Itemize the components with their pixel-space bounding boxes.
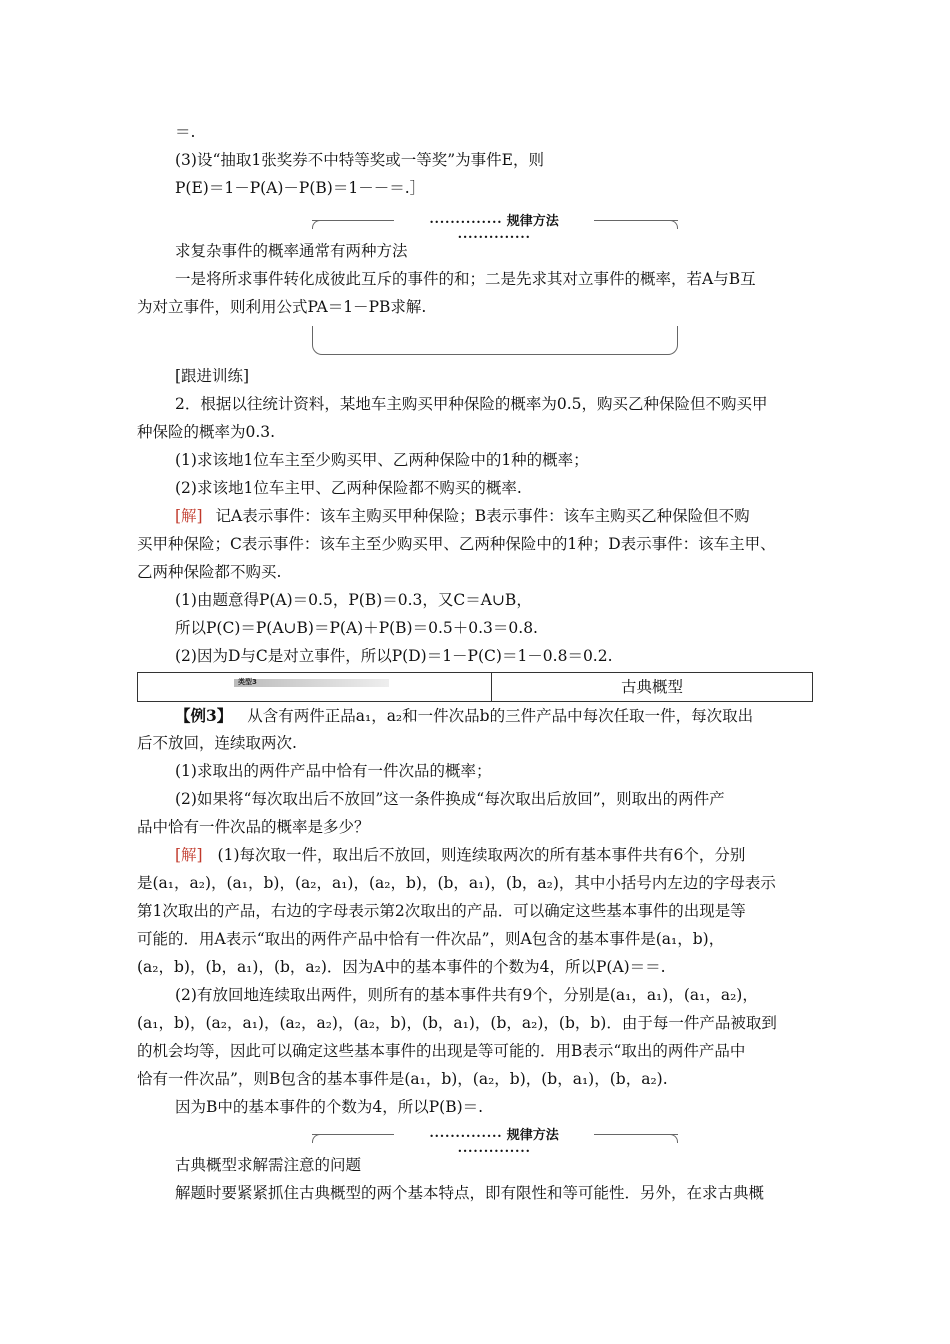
- method-box-label: [394, 1124, 594, 1158]
- method-box-title-label: 规律方法: [506, 214, 559, 229]
- text-span: (1)每次取一件，取出后不放回，则连续取两次的所有基本事件共有6个，分别: [217, 846, 746, 864]
- text-line: (2)因为D与C是对立事件，所以P(D)＝1－P(C)＝1－0.8＝0.2.: [175, 647, 613, 665]
- text-line: (1)求该地1位车主至少购买甲、乙两种保险中的1种的概率；: [175, 451, 589, 469]
- text-line: 所以P(C)＝P(A∪B)＝P(A)＋P(B)＝0.5＋0.3＝0.8.: [175, 619, 538, 637]
- method-title: 求复杂事件的概率通常有两种方法: [175, 242, 408, 260]
- text-line: (a₁，b)，(a₂，a₁)，(a₂，a₂)，(a₂，b)，(b，a₁)，(b，a₂)，(b，b)．由于每一件产品被取到: [137, 1014, 777, 1032]
- type-badge: [234, 679, 389, 687]
- text-line: (3)设“抽取1张奖券不中特等奖或一等奖”为事件E，则: [175, 151, 544, 169]
- text-line: 为对立事件，则利用公式PA＝1－PB求解.: [137, 298, 427, 316]
- method-box-footer: [312, 326, 678, 355]
- text-line: 品中恰有一件次品的概率是多少？: [137, 818, 370, 836]
- text-line: 后不放回，连续取两次.: [137, 734, 297, 752]
- example-tag: 【例3】: [175, 706, 233, 725]
- example-line: [175, 706, 753, 726]
- practice-heading: [跟进训练]: [175, 367, 250, 385]
- text-line: 2．根据以往统计资料，某地车主购买甲种保险的概率为0.5，购买乙种保险但不购买甲: [175, 395, 768, 413]
- dots-right: ••••••••••••••: [457, 233, 531, 242]
- text-line: 乙两种保险都不购买.: [137, 563, 282, 581]
- method-box-header: [312, 212, 678, 242]
- text-line: 的机会均等，因此可以确定这些基本事件的出现是等可能的．用B表示“取出的两件产品中: [137, 1042, 746, 1060]
- text-line: (2)如果将“每次取出后不放回”这一条件换成“每次取出后放回”，则取出的两件产: [175, 790, 725, 808]
- text-line: 因为B中的基本事件的个数为4，所以P(B)＝.: [175, 1098, 484, 1116]
- text-span: 记A表示事件：该车主购买甲种保险；B表示事件：该车主购买乙种保险但不购: [215, 507, 750, 525]
- type-section-header: [137, 672, 813, 702]
- solution-tag: [解]: [175, 507, 203, 525]
- text-line: 第1次取出的产品，右边的字母表示第2次取出的产品．可以确定这些基本事件的出现是等: [137, 902, 746, 920]
- method-box-label: [394, 210, 594, 244]
- type-badge-label: 类型3: [238, 678, 257, 686]
- method-box-header: [312, 1126, 678, 1156]
- solution-line: [175, 506, 750, 526]
- dots-right: ••••••••••••••: [457, 1147, 531, 1156]
- text-line: 一是将所求事件转化成彼此互斥的事件的和；二是先求其对立事件的概率，若A与B互: [175, 270, 756, 288]
- method-title: 古典概型求解需注意的问题: [175, 1156, 362, 1174]
- text-line: 买甲种保险；C表示事件：该车主至少购买甲、乙两种保险中的1种；D表示事件：该车主甲、: [137, 535, 776, 553]
- text-line: 种保险的概率为0.3.: [137, 423, 276, 441]
- dots-left: ••••••••••••••: [429, 1132, 503, 1141]
- dots-left: ••••••••••••••: [429, 218, 503, 227]
- text-line: 恰有一件次品”，则B包含的基本事件是(a₁，b)，(a₂，b)，(b，a₁)，(b，a₂).: [137, 1070, 668, 1088]
- text-line: (1)由题意得P(A)＝0.5，P(B)＝0.3，又C＝A∪B，: [175, 591, 532, 609]
- text-line: (2)求该地1位车主甲、乙两种保险都不购买的概率.: [175, 479, 522, 497]
- text-line: P(E)＝1－P(A)－P(B)＝1－－＝.］: [175, 179, 426, 197]
- solution-line: [175, 845, 745, 865]
- text-line: 可能的．用A表示“取出的两件产品中恰有一件次品”，则A包含的基本事件是(a₁，b)，: [137, 930, 725, 948]
- text-line: 解题时要紧紧抓住古典概型的两个基本特点，即有限性和等可能性．另外，在求古典概: [175, 1184, 765, 1202]
- text-line: (1)求取出的两件产品中恰有一件次品的概率；: [175, 762, 492, 780]
- text-span: 从含有两件正品a₁，a₂和一件次品b的三件产品中每次任取一件，每次取出: [247, 707, 754, 725]
- text-line: 是(a₁，a₂)，(a₁，b)，(a₂，a₁)，(a₂，b)，(b，a₁)，(b，a₂)，其中小括号内左边的字母表示: [137, 874, 776, 892]
- text-line: (2)有放回地连续取出两件，则所有的基本事件共有9个，分别是(a₁，a₁)，(a₁，a₂)，: [175, 986, 758, 1004]
- method-box-title-label: 规律方法: [506, 1128, 559, 1143]
- solution-tag: [解]: [175, 846, 203, 864]
- text-line: (a₂，b)，(b，a₁)，(b，a₂)．因为A中的基本事件的个数为4，所以P(A)＝＝.: [137, 958, 666, 976]
- text-line: ＝.: [175, 123, 196, 141]
- type-title: 古典概型: [620, 678, 683, 696]
